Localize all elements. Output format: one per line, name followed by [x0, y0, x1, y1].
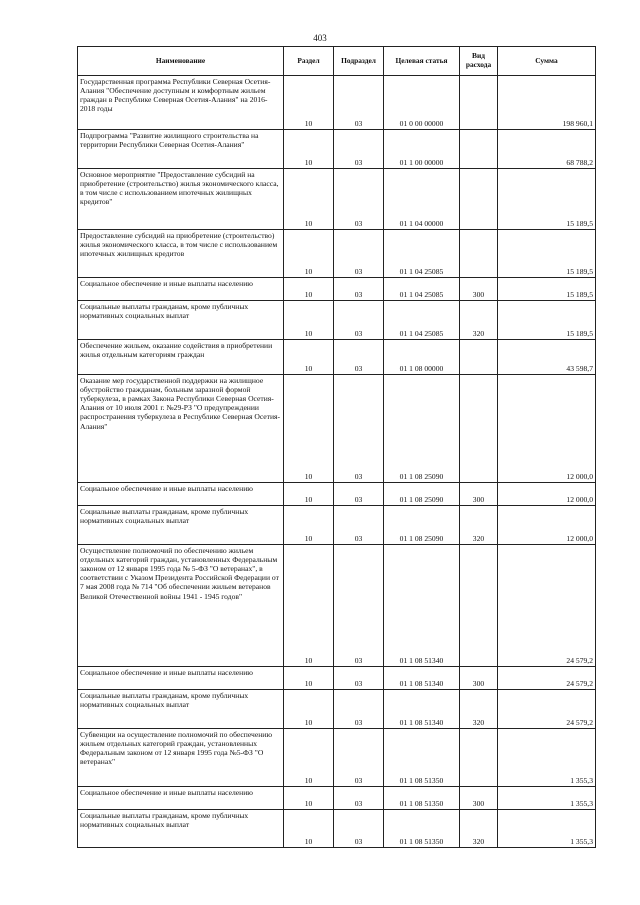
header-sum: Сумма: [498, 47, 596, 76]
row-sum: 198 960,1: [498, 76, 596, 130]
row-expense-type: 300: [460, 667, 498, 690]
header-target-article: Целевая статья: [384, 47, 460, 76]
table-row: [78, 506, 596, 545]
table-row: [78, 729, 596, 787]
table-row: [78, 690, 596, 729]
row-name: Предоставление субсидий на приобретение (строительство) жилья экономического класса, в том числе с использованием ипотечных жилищных кредитов: [78, 230, 284, 278]
row-podrazdel: 03: [334, 169, 384, 230]
row-razdel: 10: [284, 545, 334, 667]
row-podrazdel: 03: [334, 729, 384, 787]
row-podrazdel: 03: [334, 375, 384, 483]
row-target-article: 01 1 08 51350: [384, 787, 460, 810]
row-target-article: 01 1 08 51340: [384, 667, 460, 690]
row-target-article: 01 1 04 00000: [384, 169, 460, 230]
row-target-article: 01 1 00 00000: [384, 130, 460, 169]
row-razdel: 10: [284, 375, 334, 483]
row-expense-type: [460, 545, 498, 667]
table-row: [78, 340, 596, 375]
row-name: Основное мероприятие "Предоставление субсидий на приобретение (строительство) жилья экономического класса, в том числе с использованием ипотечных жилищных кредитов": [78, 169, 284, 230]
table-row: [78, 301, 596, 340]
row-target-article: 01 1 08 51340: [384, 545, 460, 667]
row-target-article: 01 1 08 00000: [384, 340, 460, 375]
table-row: [78, 130, 596, 169]
row-razdel: 10: [284, 483, 334, 506]
page-number: 403: [313, 33, 327, 43]
table-row: [78, 375, 596, 483]
row-razdel: 10: [284, 340, 334, 375]
row-target-article: 01 0 00 00000: [384, 76, 460, 130]
row-sum: 1 355,3: [498, 810, 596, 848]
table-row: [78, 278, 596, 301]
row-sum: 43 598,7: [498, 340, 596, 375]
table-row: [78, 169, 596, 230]
header-podrazdel: Подраздел: [334, 47, 384, 76]
row-name: Осуществление полномочий по обеспечению жильем отдельных категорий граждан, установленных Федеральным законом от 12 января 1995 года № 5-ФЗ "О ветеранах", в соответствии с Указом Президента Российской Федерации от 7 мая 2008 года № 714 "Об обеспечении жильем ветеранов Великой Отечественной войны 1941 - 1945 годов": [78, 545, 284, 667]
row-expense-type: [460, 130, 498, 169]
row-razdel: 10: [284, 506, 334, 545]
row-razdel: 10: [284, 130, 334, 169]
table-row: [78, 810, 596, 848]
row-podrazdel: 03: [334, 483, 384, 506]
row-podrazdel: 03: [334, 810, 384, 848]
row-sum: 1 355,3: [498, 787, 596, 810]
row-sum: 15 189,5: [498, 278, 596, 301]
row-expense-type: 300: [460, 787, 498, 810]
row-name: Оказание мер государственной поддержки на жилищное обустройство гражданам, больным заразной формой туберкулеза, в рамках Закона Республики Северная Осетия-Алания от 10 июля 2001 г. №29-РЗ "О предупреждении распространения туберкулеза в Республике Северная Осетия-Алания": [78, 375, 284, 483]
row-name: Социальные выплаты гражданам, кроме публичных нормативных социальных выплат: [78, 506, 284, 545]
row-podrazdel: 03: [334, 690, 384, 729]
row-razdel: 10: [284, 278, 334, 301]
row-expense-type: [460, 76, 498, 130]
row-expense-type: [460, 340, 498, 375]
row-name: Социальное обеспечение и иные выплаты населению: [78, 483, 284, 506]
row-sum: 24 579,2: [498, 667, 596, 690]
row-name: Субвенции на осуществление полномочий по обеспечению жильем отдельных категорий граждан, установленных Федеральным законом от 12 января 1995 года №5-ФЗ "О ветеранах": [78, 729, 284, 787]
table-row: [78, 787, 596, 810]
row-target-article: 01 1 08 25090: [384, 483, 460, 506]
row-name: Социальное обеспечение и иные выплаты населению: [78, 787, 284, 810]
row-expense-type: [460, 729, 498, 787]
row-name: Государственная программа Республики Северная Осетия-Алания "Обеспечение доступным и комфортным жильем граждан в Республике Северная Осетия-Алания" на 2016-2018 годы: [78, 76, 284, 130]
row-expense-type: 320: [460, 810, 498, 848]
row-podrazdel: 03: [334, 545, 384, 667]
row-name: Социальные выплаты гражданам, кроме публичных нормативных социальных выплат: [78, 301, 284, 340]
row-podrazdel: 03: [334, 230, 384, 278]
row-razdel: 10: [284, 690, 334, 729]
row-name: Обеспечение жильем, оказание содействия в приобретении жилья отдельным категориям граждан: [78, 340, 284, 375]
row-name: Подпрограмма "Развитие жилищного строительства на территории Республики Северная Осетия-Алания": [78, 130, 284, 169]
row-podrazdel: 03: [334, 76, 384, 130]
header-expense-type: Вид расхода: [460, 47, 498, 76]
row-sum: 1 355,3: [498, 729, 596, 787]
row-sum: 15 189,5: [498, 230, 596, 278]
row-expense-type: [460, 169, 498, 230]
row-podrazdel: 03: [334, 278, 384, 301]
row-sum: 24 579,2: [498, 545, 596, 667]
table-body: [78, 76, 596, 848]
row-razdel: 10: [284, 76, 334, 130]
row-razdel: 10: [284, 667, 334, 690]
table-header-row: [78, 47, 596, 76]
row-sum: 15 189,5: [498, 169, 596, 230]
row-podrazdel: 03: [334, 667, 384, 690]
row-razdel: 10: [284, 230, 334, 278]
row-podrazdel: 03: [334, 787, 384, 810]
header-razdel: Раздел: [284, 47, 334, 76]
row-target-article: 01 1 08 25090: [384, 375, 460, 483]
row-expense-type: 320: [460, 690, 498, 729]
row-target-article: 01 1 04 25085: [384, 278, 460, 301]
row-expense-type: 320: [460, 506, 498, 545]
row-target-article: 01 1 04 25085: [384, 301, 460, 340]
row-razdel: 10: [284, 810, 334, 848]
row-sum: 15 189,5: [498, 301, 596, 340]
row-target-article: 01 1 08 51350: [384, 729, 460, 787]
row-expense-type: 300: [460, 483, 498, 506]
row-name: Социальные выплаты гражданам, кроме публичных нормативных социальных выплат: [78, 690, 284, 729]
row-razdel: 10: [284, 169, 334, 230]
row-name: Социальное обеспечение и иные выплаты населению: [78, 667, 284, 690]
row-razdel: 10: [284, 729, 334, 787]
row-expense-type: 320: [460, 301, 498, 340]
row-target-article: 01 1 08 51350: [384, 810, 460, 848]
row-razdel: 10: [284, 301, 334, 340]
row-sum: 24 579,2: [498, 690, 596, 729]
row-expense-type: [460, 230, 498, 278]
table-row: [78, 545, 596, 667]
row-sum: 68 788,2: [498, 130, 596, 169]
row-expense-type: [460, 375, 498, 483]
row-sum: 12 000,0: [498, 506, 596, 545]
row-name: Социальное обеспечение и иные выплаты населению: [78, 278, 284, 301]
row-target-article: 01 1 08 51340: [384, 690, 460, 729]
header-name: Наименование: [78, 47, 284, 76]
row-podrazdel: 03: [334, 301, 384, 340]
row-podrazdel: 03: [334, 340, 384, 375]
table-row: [78, 483, 596, 506]
row-expense-type: 300: [460, 278, 498, 301]
table-row: [78, 76, 596, 130]
table-row: [78, 667, 596, 690]
row-razdel: 10: [284, 787, 334, 810]
row-podrazdel: 03: [334, 506, 384, 545]
budget-table: [77, 46, 596, 848]
row-podrazdel: 03: [334, 130, 384, 169]
row-sum: 12 000,0: [498, 483, 596, 506]
row-sum: 12 000,0: [498, 375, 596, 483]
row-name: Социальные выплаты гражданам, кроме публичных нормативных социальных выплат: [78, 810, 284, 848]
table-row: [78, 230, 596, 278]
row-target-article: 01 1 08 25090: [384, 506, 460, 545]
row-target-article: 01 1 04 25085: [384, 230, 460, 278]
